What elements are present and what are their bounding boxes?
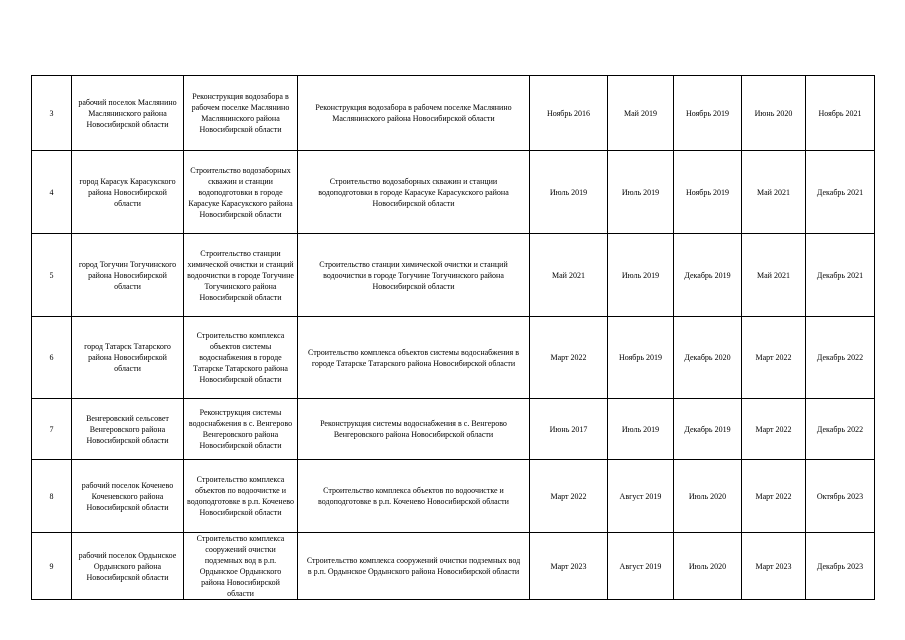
date-cell-1: Июль 2019 [530,151,608,234]
date-cell-3: Ноябрь 2019 [674,151,742,234]
table-row [32,399,875,460]
date-cell-3: Декабрь 2020 [674,317,742,399]
date-cell-2: Июль 2019 [608,399,674,460]
municipality-cell: город Тогучин Тогучинского района Новосибирской области [72,234,184,317]
date-cell-1: Март 2023 [530,533,608,600]
project-description-cell: Реконструкция водозабора в рабочем поселке Маслянино Маслянинского района Новосибирской области [298,76,530,151]
date-cell-5: Декабрь 2023 [806,533,875,600]
date-cell-4: Май 2021 [742,151,806,234]
date-cell-5: Декабрь 2022 [806,399,875,460]
row-number: 7 [32,399,72,460]
object-name-cell: Строительство комплекса сооружений очистки подземных вод в р.п. Ордынское Ордынского района Новосибирской области [184,533,298,600]
project-description-cell: Строительство комплекса сооружений очистки подземных вод в р.п. Ордынское Ордынского района Новосибирской области [298,533,530,600]
row-number: 9 [32,533,72,600]
date-cell-5: Декабрь 2021 [806,151,875,234]
table-row [32,317,875,399]
row-number: 6 [32,317,72,399]
date-cell-2: Ноябрь 2019 [608,317,674,399]
object-name-cell: Строительство станции химической очистки и станций водоочистки в городе Тогучине Тогучинского района Новосибирской области [184,234,298,317]
date-cell-2: Август 2019 [608,533,674,600]
municipality-cell: рабочий поселок Маслянино Маслянинского района Новосибирской области [72,76,184,151]
date-cell-5: Октябрь 2023 [806,460,875,533]
date-cell-2: Май 2019 [608,76,674,151]
date-cell-4: Март 2022 [742,460,806,533]
project-description-cell: Строительство комплекса объектов по водоочистке и водоподготовке в р.п. Коченево Новосибирской области [298,460,530,533]
table-row [32,533,875,600]
object-name-cell: Строительство водозаборных скважин и станции водоподготовки в городе Карасуке Карасукского района Новосибирской области [184,151,298,234]
row-number: 4 [32,151,72,234]
date-cell-3: Июль 2020 [674,460,742,533]
date-cell-4: Май 2021 [742,234,806,317]
date-cell-1: Март 2022 [530,317,608,399]
object-name-cell: Строительство комплекса объектов системы водоснабжения в городе Татарске Татарского района Новосибирской области [184,317,298,399]
table-row [32,151,875,234]
project-description-cell: Строительство водозаборных скважин и станции водоподготовки в городе Карасуке Карасукского района Новосибирской области [298,151,530,234]
date-cell-5: Декабрь 2022 [806,317,875,399]
date-cell-4: Март 2023 [742,533,806,600]
table-row [32,460,875,533]
project-description-cell: Строительство станции химической очистки и станций водоочистки в городе Тогучине Тогучинского района Новосибирской области [298,234,530,317]
date-cell-3: Декабрь 2019 [674,234,742,317]
municipality-cell: Венгеровский сельсовет Венгеровского района Новосибирской области [72,399,184,460]
date-cell-1: Ноябрь 2016 [530,76,608,151]
date-cell-1: Май 2021 [530,234,608,317]
date-cell-3: Июль 2020 [674,533,742,600]
date-cell-2: Июль 2019 [608,151,674,234]
row-number: 3 [32,76,72,151]
date-cell-4: Март 2022 [742,399,806,460]
municipality-cell: рабочий поселок Ордынское Ордынского района Новосибирской области [72,533,184,600]
date-cell-4: Март 2022 [742,317,806,399]
date-cell-5: Декабрь 2021 [806,234,875,317]
municipality-cell: рабочий поселок Коченево Коченевского района Новосибирской области [72,460,184,533]
date-cell-1: Март 2022 [530,460,608,533]
row-number: 8 [32,460,72,533]
table-row [32,234,875,317]
date-cell-5: Ноябрь 2021 [806,76,875,151]
date-cell-2: Июль 2019 [608,234,674,317]
date-cell-4: Июнь 2020 [742,76,806,151]
municipality-cell: город Карасук Карасукского района Новосибирской области [72,151,184,234]
project-description-cell: Строительство комплекса объектов системы водоснабжения в городе Татарске Татарского района Новосибирской области [298,317,530,399]
row-number: 5 [32,234,72,317]
date-cell-3: Ноябрь 2019 [674,76,742,151]
municipality-cell: город Татарск Татарского района Новосибирской области [72,317,184,399]
project-description-cell: Реконструкция системы водоснабжения в с. Венгерово Венгеровского района Новосибирской области [298,399,530,460]
object-name-cell: Строительство комплекса объектов по водоочистке и водоподготовке в р.п. Коченево Новосибирской области [184,460,298,533]
object-name-cell: Реконструкция системы водоснабжения в с. Венгерово Венгеровского района Новосибирской области [184,399,298,460]
date-cell-3: Декабрь 2019 [674,399,742,460]
table-row [32,76,875,151]
date-cell-1: Июнь 2017 [530,399,608,460]
object-name-cell: Реконструкция водозабора в рабочем поселке Маслянино Маслянинского района Новосибирской области [184,76,298,151]
projects-table [31,75,875,600]
date-cell-2: Август 2019 [608,460,674,533]
